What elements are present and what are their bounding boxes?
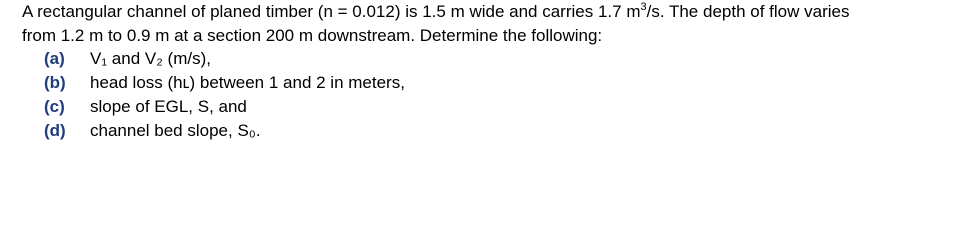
item-text-a: V₁ and V₂ (m/s),	[90, 49, 211, 68]
problem-line-2: from 1.2 m to 0.9 m at a section 200 m downstream. Determine the following:	[22, 26, 603, 45]
item-label-a: (a)	[44, 49, 65, 68]
list-item-d	[44, 120, 261, 142]
list-item-c	[44, 96, 247, 118]
problem-line-1-tail: /s. The depth of flow varies	[646, 2, 850, 21]
problem-line-1-text: A rectangular channel of planed timber (n = 0.012) is 1.5 m wide and carries 1.7 m	[22, 2, 641, 21]
item-label-b: (b)	[44, 73, 66, 92]
item-label-c: (c)	[44, 97, 65, 116]
superscript-cubed: 3	[640, 1, 647, 13]
item-text-d: channel bed slope, S₀.	[90, 121, 261, 140]
item-label-d: (d)	[44, 121, 66, 140]
list-item-b	[44, 72, 405, 94]
list-item-a	[44, 48, 211, 70]
item-text-c: slope of EGL, S, and	[90, 97, 247, 116]
problem-line-1	[22, 1, 849, 25]
item-text-b: head loss (hʟ) between 1 and 2 in meters,	[90, 73, 405, 92]
